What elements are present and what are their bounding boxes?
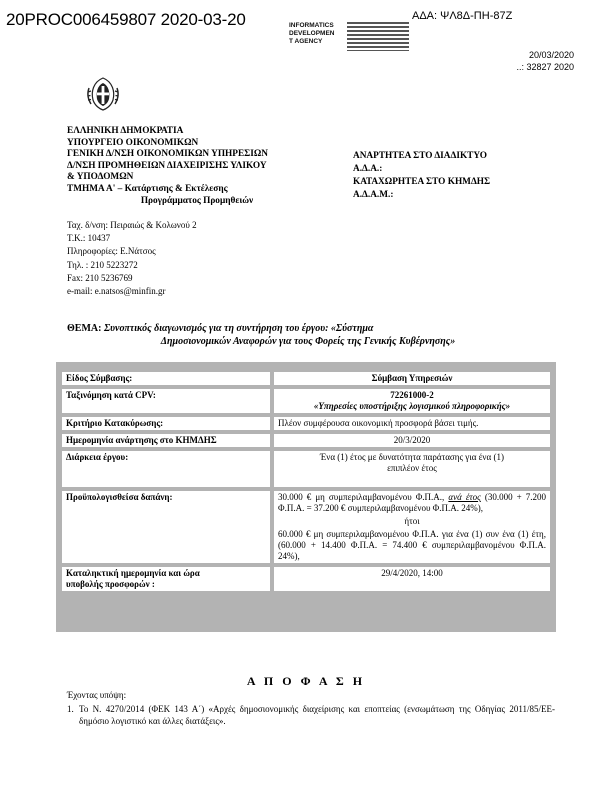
subject-label: ΘΕΜΑ: [67,323,102,334]
department-program: Προγράμματος Προμηθειών [140,195,254,206]
table-row [62,567,550,591]
budget-key: Προϋπολογισθείσα δαπάνη: [62,491,270,563]
agency-fine-print [347,22,409,58]
posting-date-key: Ημερομηνία ανάρτησης στο ΚΗΜΔΗΣ [62,434,270,447]
table-row [62,372,550,385]
contact-address [67,219,307,298]
email: e-mail: e.natsos@minfin.gr [67,286,166,297]
contract-type-key: Είδος Σύμβασης: [62,372,270,385]
posting-notices: ΑΝΑΡΤΗΤΕΑ ΣΤΟ ΔΙΑΔΙΚΤΥΟ Α.Δ.Α.: ΚΑΤΑΧΩΡΗΤΕΑ ΣΤΟ ΚΗΜΔΗΣ Α.Δ.Α.Μ.: [353,151,491,200]
award-criterion-value: Πλέον συμφέρουσα οικονομική προσφορά βάσει τιμής. [274,417,550,430]
contract-type-value: Σύμβαση Υπηρεσιών [274,372,550,385]
award-criterion-key: Κριτήριο Κατακύρωσης: [62,417,270,430]
document-date: 20/03/2020 [528,50,574,60]
table-row [62,389,550,413]
duration-key: Διάρκεια έργου: [62,451,270,487]
duration-value: Ένα (1) έτος με δυνατότητα παράτασης για ένα (1) επιπλέον έτος [274,451,550,487]
agency-name: INFORMATICS DEVELOPMEN T AGENCY [289,22,335,45]
postcode: Τ.Κ.: 10437 [67,233,111,244]
decision-title: Α Π Ο Φ Α Σ Η [246,674,366,688]
table-row [62,491,550,563]
table-row [62,451,550,487]
list-item-text: Το Ν. 4270/2014 (ΦΕΚ 143 Α΄) «Αρχές δημοσιονομικής διαχείρισης και εποπτείας (ενσωμάτωση της Οδηγίας 2011/85/ΕΕ-δημόσιο λογιστικό και άλλες διατάξεις». [79,704,555,726]
subject-text-1: Συνοπτικός διαγωνισμός για τη συντήρηση του έργου: «Σύστημα [103,323,374,334]
list-item [67,703,555,727]
fax: Fax: 210 5236769 [67,272,133,283]
phone: Τηλ. : 210 5223272 [67,259,138,270]
document-code: 20PROC006459807 2020-03-20 [6,10,246,29]
table-row [62,417,550,430]
subject-text-2: Δημοσιονομικών Αναφορών για τους Φορείς της Γενικής Κυβέρνησης» [160,336,456,347]
agency-stamp [289,22,409,58]
budget-value: 30.000 € μη συμπεριλαμβανομένου Φ.Π.Α., ανά έτος (30.000 + 7.200 Φ.Π.Α. = 37.200 € συμπεριλαμβανομένου Φ.Π.Α. 24%), ήτοι 60.000 € μη συμπεριλαμβανομένου Φ.Π.Α. για ένα (1) συν ένα (1) έτη, (60.000 + 14.400 Φ.Π.Α. = 74.400 € συμπεριλαμβανομένου Φ.Π.Α. 24%), [274,491,550,563]
subject-line [67,322,549,348]
protocol-number: ..: 32827 2020 [516,62,574,72]
tender-spec-table [56,362,556,632]
street-address: Ταχ. δ/νση: Πειραιώς & Κολωνού 2 [67,220,197,230]
deadline-value: 29/4/2020, 14:00 [274,567,550,591]
cpv-value: 72261000-2 «Υπηρεσίες υποστήριξης λογισμικού πληροφορικής» [274,389,550,413]
deadline-key: Καταληκτική ημερομηνία και ώρα υποβολής προσφορών : [62,567,270,591]
posting-date-value: 20/3/2020 [274,434,550,447]
table-row [62,434,550,447]
greek-emblem-icon [83,74,123,114]
contact-person: Πληροφορίες: Ε.Νάτσος [67,246,156,257]
ada-code: ΑΔΑ: ΨΛ8Δ-ΠΗ-87Ζ [412,10,513,22]
cpv-key: Ταξινόμηση κατά CPV: [62,389,270,413]
list-item-number: 1. [67,704,74,714]
issuer-block: ΕΛΛΗΝΙΚΗ ΔΗΜΟΚΡΑΤΙΑ ΥΠΟΥΡΓΕΙΟ ΟΙΚΟΝΟΜΙΚΩΝ ΓΕΝΙΚΗ Δ/ΝΣΗ ΟΙΚΟΝΟΜΙΚΩΝ ΥΠΗΡΕΣΙΩΝ Δ/ΝΣΗ ΠΡΟΜΗΘΕΙΩΝ ΔΙΑΧΕΙΡΙΣΗΣ ΥΛΙΚΟΥ & ΥΠΟΔΟΜΩΝ ΤΜΗΜΑ Α' – Κατάρτισης & Εκτέλεσης Προγράμματος Προμηθειών [67,126,327,207]
having-regard: Έχοντας υπόψη: [67,690,127,700]
